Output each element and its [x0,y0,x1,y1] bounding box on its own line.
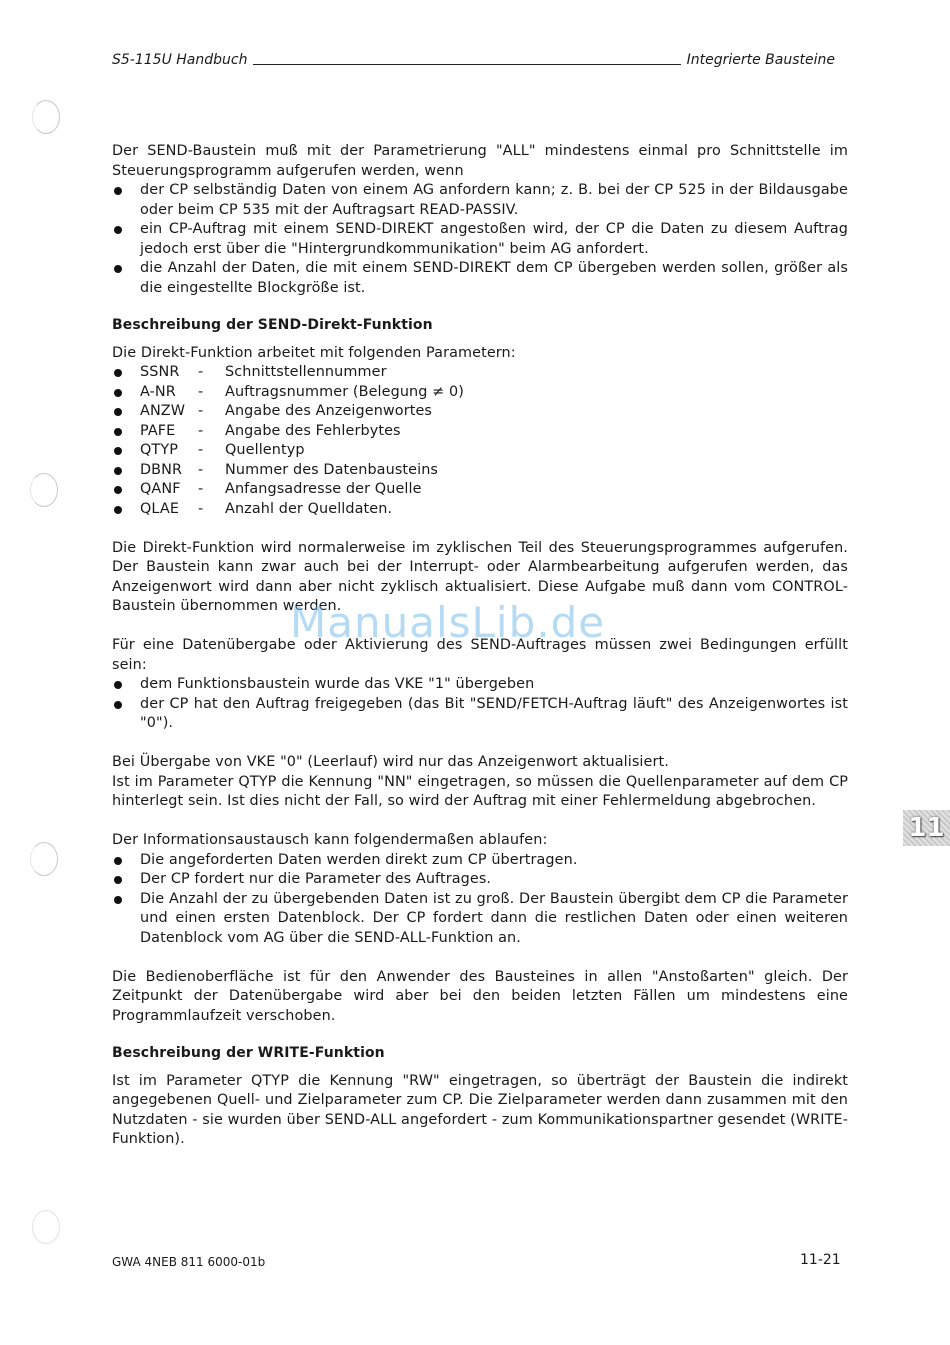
parameter-item: PAFE - Angabe des Fehlerbytes [112,422,848,442]
flow-list [112,851,848,949]
parameter-item: QLAE - Anzahl der Quelldaten. [112,500,848,520]
punch-hole-bottom [32,1210,60,1244]
condition-list [112,675,848,734]
parameter-item: A-NR - Auftragsnummer (Belegung ≠ 0) [112,383,848,403]
parameter-item: QANF - Anfangsadresse der Quelle [112,480,848,500]
parameter-list [112,363,848,519]
list-item: dem Funktionsbaustein wurde das VKE "1" übergeben [112,675,848,695]
list-item: ein CP-Auftrag mit einem SEND-DIREKT angestoßen wird, der CP die Daten zu diesem Auftrag jedoch erst über die "Hintergrundkommunikation" beim AG anfordert. [112,220,848,259]
paragraph: Bei Übergabe von VKE "0" (Leerlauf) wird nur das Anzeigenwort aktualisiert. [112,754,669,770]
list-item: der CP hat den Auftrag freigegeben (das Bit "SEND/FETCH-Auftrag läuft" des Anzeigenwortes ist "0"). [112,695,848,734]
punch-hole-top [32,100,60,134]
parameter-item: QTYP - Quellentyp [112,441,848,461]
list-item: die Anzahl der Daten, die mit einem SEND-DIREKT dem CP übergeben werden sollen, größer als die eingestellte Blockgröße ist. [112,259,848,298]
header-left-title: S5-115U Handbuch [112,52,248,68]
list-item: der CP selbständig Daten von einem AG anfordern kann; z. B. bei der CP 525 in der Bildausgabe oder beim CP 535 mit der Auftragsart READ-PASSIV. [112,181,848,220]
params-intro: Die Direkt-Funktion arbeitet mit folgenden Parametern: [112,344,516,361]
page-header [112,52,835,68]
list-item: Der CP fordert nur die Parameter des Auftrages. [112,870,848,890]
list-item: Die Anzahl der zu übergebenden Daten ist zu groß. Der Baustein übergibt dem CP die Parameter und einen ersten Datenblock. Der CP fordert dann die restlichen Daten oder einen weiteren Datenblock vom AG über die SEND-ALL-Funktion an. [112,890,848,949]
footer-document-id: GWA 4NEB 811 6000-01b [112,1255,266,1269]
paragraph: Die Direkt-Funktion wird normalerweise im zyklischen Teil des Steuerungsprogrammes aufgerufen. Der Baustein kann zwar auch bei der Interrupt- oder Alarmbearbeitung aufgerufen werden, das Anzeigenwort wird dann aber nicht zyklisch aktualisiert. Diese Aufgabe muß dann vom CONTROL-Baustein übernommen werden. [112,539,848,614]
parameter-item: ANZW - Angabe des Anzeigenwortes [112,402,848,422]
intro-bullet-list [112,181,848,298]
punch-hole-middle [30,473,58,507]
section-heading-write: Beschreibung der WRITE-Funktion [112,1045,385,1061]
paragraph: Ist im Parameter QTYP die Kennung "RW" eingetragen, so überträgt der Baustein die indirekt angegebenen Quell- und Zielparameter zum CP. Die Zielparameter werden dann zusammen mit den Nutzdaten - sie wurden über SEND-ALL angefordert - zum Kommunikationspartner gesendet (WRITE-Funktion). [112,1072,848,1147]
chapter-tab-marker: 11 [903,810,950,846]
watermark: ManualsLib.de [290,598,606,647]
paragraph: Für eine Datenübergabe oder Aktivierung des SEND-Auftrages müssen zwei Bedingungen erfüllt sein: [112,637,848,673]
header-right-title: Integrierte Bausteine [686,52,835,68]
parameter-item: DBNR - Nummer des Datenbausteins [112,461,848,481]
footer-page-number: 11-21 [800,1252,841,1268]
paragraph: Der Informationsaustausch kann folgendermaßen ablaufen: [112,832,548,848]
intro-paragraph: Der SEND-Baustein muß mit der Parametrierung "ALL" mindestens einmal pro Schnittstelle im Steuerungsprogramm aufgerufen werden, wenn [112,143,848,179]
punch-hole-lower [30,842,58,876]
parameter-item: SSNR - Schnittstellennummer [112,363,848,383]
header-rule [253,64,680,65]
list-item: Die angeforderten Daten werden direkt zum CP übertragen. [112,851,848,871]
paragraph: Die Bedienoberfläche ist für den Anwender des Bausteines in allen "Anstoßarten" gleich. Der Zeitpunkt der Datenübergabe wird aber bei den beiden letzten Fällen um mindestens eine Programmlaufzeit verschoben. [112,968,848,1024]
paragraph: Ist im Parameter QTYP die Kennung "NN" eingetragen, so müssen die Quellenparameter auf dem CP hinterlegt sein. Ist dies nicht der Fall, so wird der Auftrag mit einer Fehlermeldung abgebrochen. [112,773,848,809]
section-heading-send-direkt: Beschreibung der SEND-Direkt-Funktion [112,317,433,333]
